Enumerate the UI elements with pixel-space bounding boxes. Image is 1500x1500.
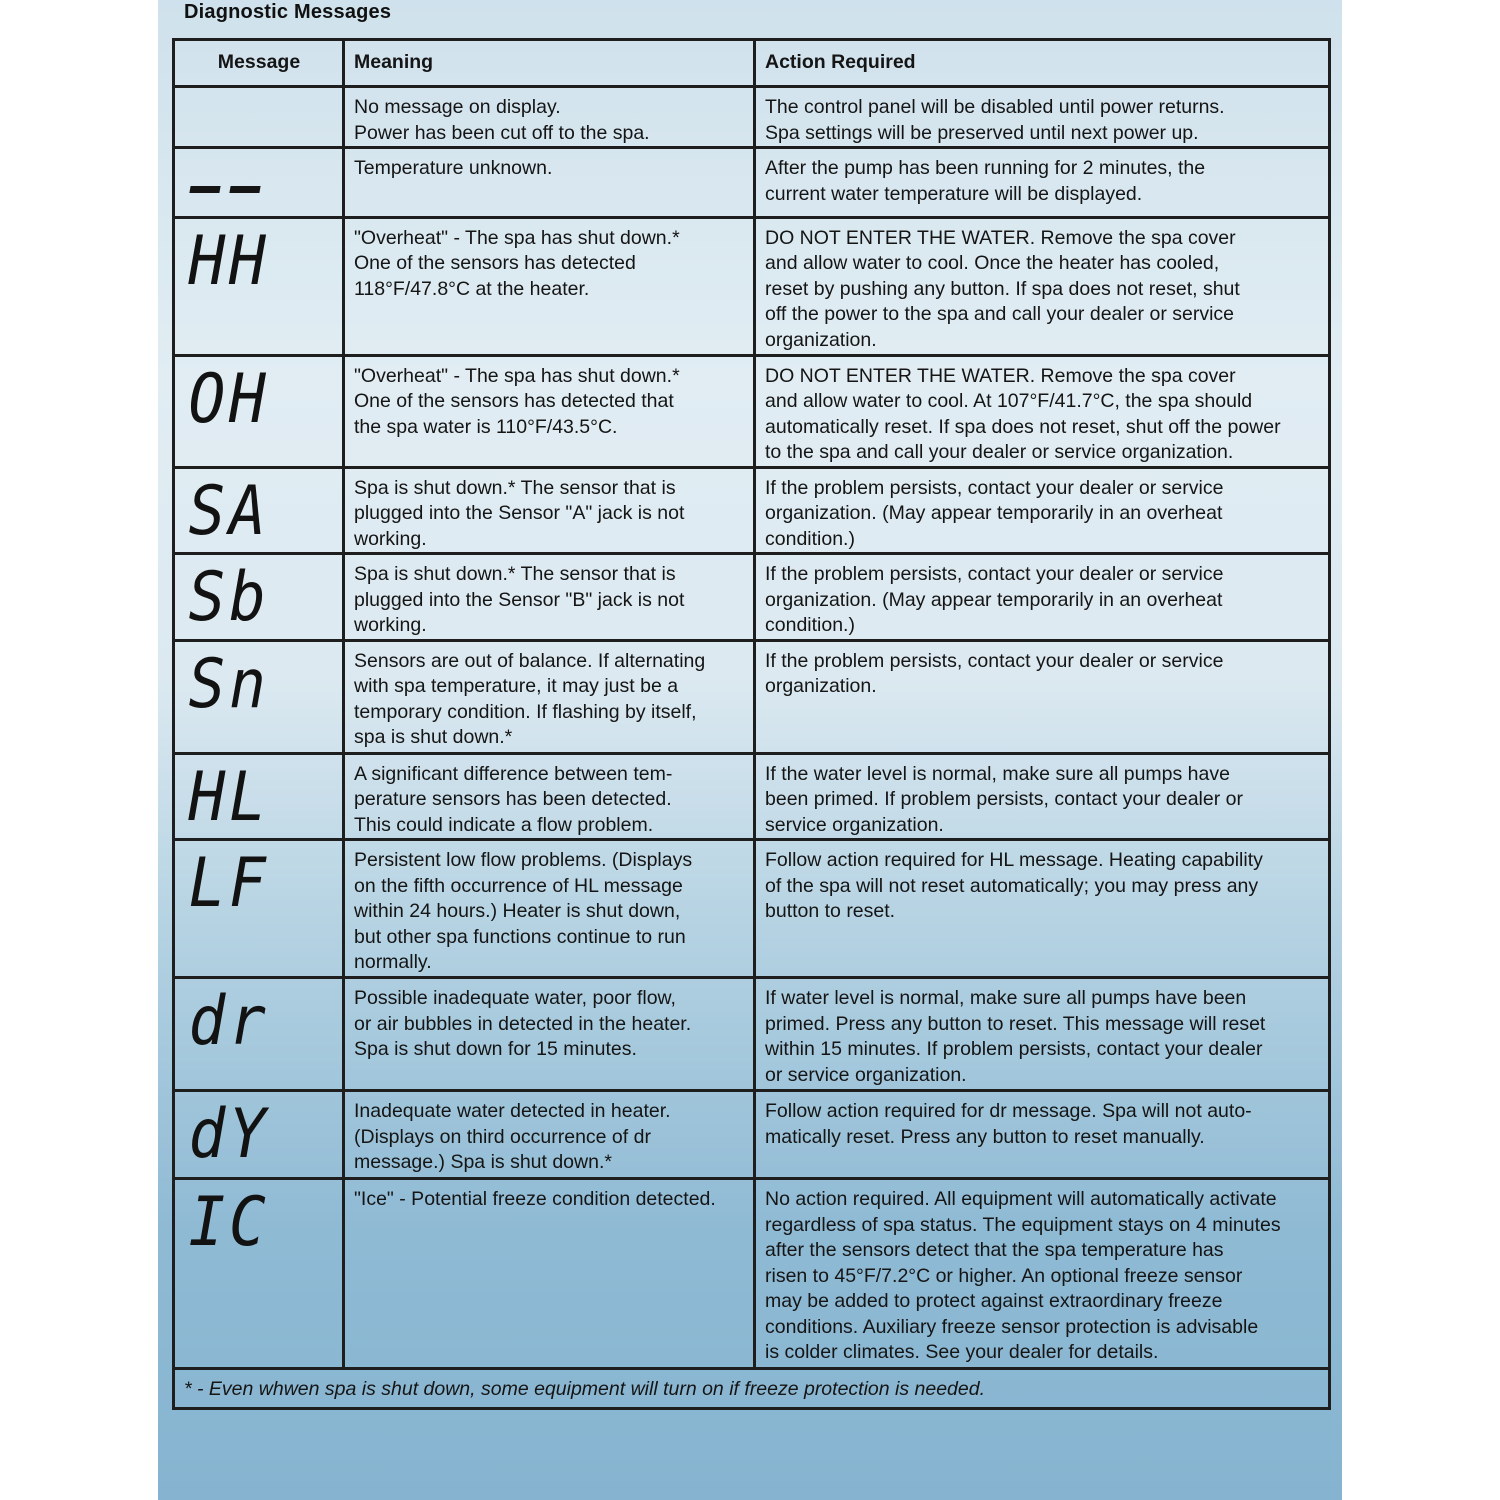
meaning-line: "Overheat" - The spa has shut down.* — [354, 226, 680, 249]
action-cell — [755, 217, 1330, 355]
meaning-line: No message on display. — [354, 96, 561, 118]
action-line: after the sensors detect that the spa temperature has — [765, 1239, 1224, 1261]
meaning-cell — [344, 1091, 755, 1179]
action-cell — [755, 753, 1330, 840]
meaning-cell — [344, 1179, 755, 1369]
meaning-line: (Displays on third occurrence of dr — [354, 1125, 651, 1148]
action-line: risen to 45°F/7.2°C or higher. An optional freeze sensor — [765, 1264, 1243, 1287]
meaning-line: One of the sensors has detected — [354, 252, 636, 274]
diagnostic-table — [172, 38, 1331, 1410]
segment-code-display: OH — [188, 359, 270, 439]
message-code-cell — [174, 978, 344, 1091]
meaning-line: Persistent low flow problems. (Displays — [354, 849, 693, 871]
meaning-line: with spa temperature, it may just be a — [354, 675, 679, 697]
segment-code-display: dr — [188, 982, 270, 1061]
meaning-line: Spa is shut down for 15 minutes. — [354, 1038, 637, 1060]
meaning-line: "Ice" - Potential freeze condition detected. — [354, 1188, 716, 1210]
action-line: button to reset. — [765, 900, 896, 922]
segment-code-display: Sb — [188, 558, 270, 637]
action-line: primed. Press any button to reset. This message will reset — [765, 1012, 1266, 1035]
action-line: Follow action required for HL message. Heating capability — [765, 849, 1263, 871]
column-header-meaning: Meaning — [344, 40, 755, 87]
meaning-line: "Overheat" - The spa has shut down.* — [354, 364, 680, 387]
meaning-cell — [344, 87, 755, 148]
meaning-cell — [344, 148, 755, 218]
action-cell — [755, 87, 1330, 148]
meaning-line: but other spa functions continue to run — [354, 925, 686, 948]
action-line: If the problem persists, contact your dealer or service — [765, 649, 1224, 672]
action-line: of the spa will not reset automatically; you may press any — [765, 874, 1259, 897]
message-code-cell — [174, 217, 344, 355]
action-line: DO NOT ENTER THE WATER. Remove the spa cover — [765, 226, 1236, 249]
table-row — [174, 840, 1330, 978]
table-row — [174, 148, 1330, 218]
meaning-line: This could indicate a flow problem. — [354, 813, 654, 836]
column-header-message: Message — [174, 40, 344, 87]
action-line: organization. — [765, 675, 877, 697]
segment-code-display: dY — [188, 1095, 270, 1174]
action-line: may be added to protect against extraordinary freeze — [765, 1290, 1223, 1312]
action-line: Spa settings will be preserved until next power up. — [765, 121, 1199, 144]
action-line: regardless of spa status. The equipment stays on 4 minutes — [765, 1213, 1281, 1236]
table-header-row — [174, 40, 1330, 87]
meaning-line: A significant difference between tem- — [354, 762, 673, 785]
segment-code-display: HH — [188, 221, 270, 301]
action-cell — [755, 554, 1330, 641]
action-cell — [755, 467, 1330, 554]
meaning-line: Spa is shut down.* The sensor that is — [354, 563, 676, 585]
table-row — [174, 978, 1330, 1091]
message-code-cell — [174, 148, 344, 218]
meaning-cell — [344, 640, 755, 753]
footnote-row — [174, 1369, 1330, 1409]
action-cell — [755, 1179, 1330, 1369]
table-row — [174, 1179, 1330, 1369]
meaning-cell — [344, 355, 755, 467]
segment-code-display: IC — [188, 1183, 270, 1262]
message-code-cell — [174, 467, 344, 554]
action-cell — [755, 148, 1330, 218]
action-line: current water temperature will be displayed. — [765, 182, 1143, 205]
meaning-line: normally. — [354, 951, 432, 973]
action-line: condition.) — [765, 527, 855, 550]
meaning-line: plugged into the Sensor "B" jack is not — [354, 588, 685, 611]
dash-code-display — [184, 168, 264, 208]
meaning-line: on the fifth occurrence of HL message — [354, 874, 683, 897]
message-code-cell — [174, 355, 344, 467]
action-line: automatically reset. If spa does not reset, shut off the power — [765, 415, 1281, 438]
action-cell — [755, 355, 1330, 467]
message-code-cell — [174, 1179, 344, 1369]
action-cell — [755, 978, 1330, 1091]
meaning-cell — [344, 217, 755, 355]
meaning-line: working. — [354, 527, 427, 550]
message-code-cell — [174, 840, 344, 978]
meaning-line: Temperature unknown. — [354, 157, 553, 179]
action-line: been primed. If problem persists, contact your dealer or — [765, 788, 1243, 810]
meaning-line: Inadequate water detected in heater. — [354, 1100, 671, 1122]
segment-code-display: SA — [188, 471, 270, 551]
meaning-line: Possible inadequate water, poor flow, — [354, 987, 676, 1009]
meaning-line: 118°F/47.8°C at the heater. — [354, 277, 590, 300]
meaning-cell — [344, 554, 755, 641]
meaning-cell — [344, 467, 755, 554]
action-line: Follow action required for dr message. Spa will not auto- — [765, 1100, 1252, 1122]
action-line: The control panel will be disabled until power returns. — [765, 96, 1225, 118]
meaning-line: Power has been cut off to the spa. — [354, 121, 650, 144]
action-cell — [755, 840, 1330, 978]
table-row — [174, 1091, 1330, 1179]
action-cell — [755, 640, 1330, 753]
action-line: If the problem persists, contact your dealer or service — [765, 563, 1224, 585]
meaning-line: or air bubbles in detected in the heater. — [354, 1012, 692, 1035]
action-line: No action required. All equipment will automatically activate — [765, 1188, 1277, 1210]
meaning-line: within 24 hours.) Heater is shut down, — [354, 900, 681, 922]
action-cell — [755, 1091, 1330, 1179]
meaning-line: the spa water is 110°F/43.5°C. — [354, 415, 618, 438]
message-code-cell — [174, 753, 344, 840]
action-line: matically reset. Press any button to reset manually. — [765, 1125, 1205, 1148]
message-code-cell — [174, 640, 344, 753]
action-line: organization. (May appear temporarily in an overheat — [765, 588, 1223, 611]
table-row — [174, 554, 1330, 641]
action-line: and allow water to cool. At 107°F/41.7°C, the spa should — [765, 390, 1253, 412]
action-line: If water level is normal, make sure all pumps have been — [765, 987, 1247, 1009]
footnote: * - Even whwen spa is shut down, some equipment will turn on if freeze protection is needed. — [174, 1369, 1330, 1409]
action-line: DO NOT ENTER THE WATER. Remove the spa cover — [765, 364, 1236, 387]
action-line: off the power to the spa and call your dealer or service — [765, 303, 1234, 325]
action-line: organization. (May appear temporarily in an overheat — [765, 502, 1223, 524]
table-row — [174, 217, 1330, 355]
message-code-cell — [174, 554, 344, 641]
action-line: or service organization. — [765, 1063, 967, 1086]
meaning-line: temporary condition. If flashing by itself, — [354, 700, 697, 723]
table-row — [174, 640, 1330, 753]
meaning-line: plugged into the Sensor "A" jack is not — [354, 502, 685, 524]
table-row — [174, 355, 1330, 467]
table-row — [174, 467, 1330, 554]
meaning-line: Sensors are out of balance. If alternating — [354, 649, 706, 672]
meaning-line: perature sensors has been detected. — [354, 788, 672, 810]
meaning-line: One of the sensors has detected that — [354, 390, 674, 412]
action-line: within 15 minutes. If problem persists, contact your dealer — [765, 1038, 1263, 1060]
action-line: After the pump has been running for 2 minutes, the — [765, 157, 1206, 179]
action-line: organization. — [765, 328, 877, 351]
segment-code-display: HL — [188, 757, 270, 837]
meaning-line: working. — [354, 614, 427, 636]
action-line: and allow water to cool. Once the heater has cooled, — [765, 252, 1220, 274]
action-line: is colder climates. See your dealer for details. — [765, 1341, 1159, 1363]
table-row — [174, 753, 1330, 840]
meaning-cell — [344, 840, 755, 978]
action-line: service organization. — [765, 813, 944, 836]
meaning-line: Spa is shut down.* The sensor that is — [354, 476, 676, 499]
action-line: If the problem persists, contact your dealer or service — [765, 476, 1224, 499]
page-title: Diagnostic Messages — [184, 1, 392, 23]
table-row — [174, 87, 1330, 148]
meaning-line: message.) Spa is shut down.* — [354, 1151, 612, 1173]
action-line: to the spa and call your dealer or service organization. — [765, 441, 1234, 463]
segment-code-display: Sn — [188, 644, 270, 724]
segment-code-display: LF — [188, 844, 270, 923]
meaning-cell — [344, 978, 755, 1091]
message-code-cell — [174, 87, 344, 148]
action-line: reset by pushing any button. If spa does not reset, shut — [765, 277, 1240, 300]
column-header-action: Action Required — [755, 40, 1330, 87]
action-line: If the water level is normal, make sure all pumps have — [765, 762, 1230, 785]
meaning-line: spa is shut down.* — [354, 726, 513, 748]
meaning-cell — [344, 753, 755, 840]
action-line: condition.) — [765, 614, 855, 636]
action-line: conditions. Auxiliary freeze sensor protection is advisable — [765, 1315, 1259, 1338]
message-code-cell — [174, 1091, 344, 1179]
